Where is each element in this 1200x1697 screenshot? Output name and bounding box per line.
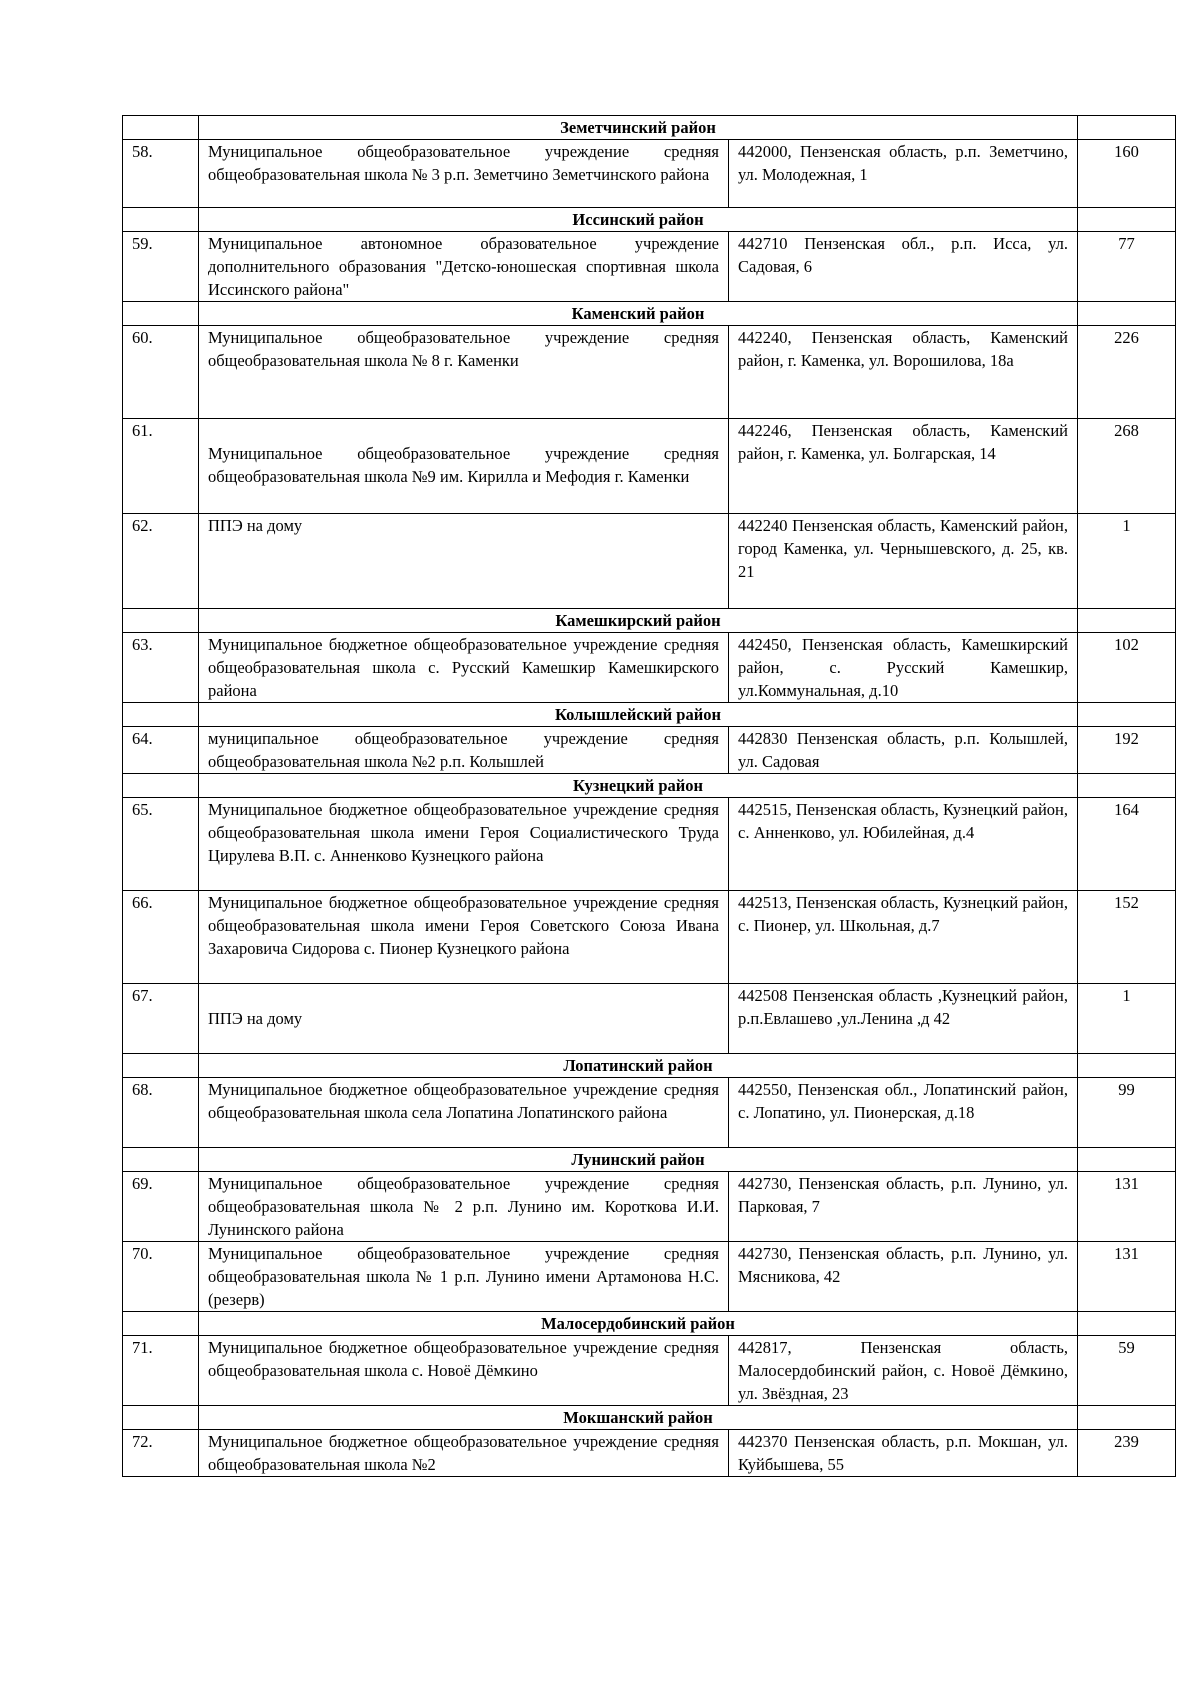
address: 442830 Пензенская область, р.п. Колышлей, ул. Садовая	[729, 727, 1078, 774]
address: 442513, Пензенская область, Кузнецкий район, с. Пионер, ул. Школьная, д.7	[729, 891, 1078, 984]
region-header-row	[123, 302, 1176, 326]
region-name: Иссинский район	[199, 208, 1078, 232]
address: 442730, Пензенская область, р.п. Лунино, ул. Парковая, 7	[729, 1172, 1078, 1242]
row-number: 69.	[123, 1172, 199, 1242]
count: 99	[1078, 1078, 1176, 1148]
count: 164	[1078, 798, 1176, 891]
table-row	[123, 1078, 1176, 1148]
address: 442240 Пензенская область, Каменский район, город Каменка, ул. Чернышевского, д. 25, кв. 21	[729, 514, 1078, 609]
count: 1	[1078, 984, 1176, 1054]
table-row	[123, 727, 1176, 774]
table-row	[123, 419, 1176, 514]
count: 102	[1078, 633, 1176, 703]
count: 268	[1078, 419, 1176, 514]
address: 442550, Пензенская обл., Лопатинский район, с. Лопатино, ул. Пионерская, д.18	[729, 1078, 1078, 1148]
institution-name: Муниципальное бюджетное общеобразовательное учреждение средняя общеобразовательная школа с. Новоё Дёмкино	[199, 1336, 729, 1406]
table-row	[123, 232, 1176, 302]
institution-name: ППЭ на дому	[199, 984, 729, 1054]
table-row	[123, 984, 1176, 1054]
address: 442450, Пензенская область, Камешкирский район, с. Русский Камешкир, ул.Коммунальная, д.10	[729, 633, 1078, 703]
row-number: 58.	[123, 140, 199, 208]
count: 152	[1078, 891, 1176, 984]
row-number: 72.	[123, 1430, 199, 1477]
table-row	[123, 1172, 1176, 1242]
row-number: 71.	[123, 1336, 199, 1406]
row-number: 61.	[123, 419, 199, 514]
count: 160	[1078, 140, 1176, 208]
region-name: Малосердобинский район	[199, 1312, 1078, 1336]
institution-name: Муниципальное бюджетное общеобразовательное учреждение средняя общеобразовательная школа имени Героя Советского Союза Ивана Захаровича Сидорова с. Пионер Кузнецкого района	[199, 891, 729, 984]
institution-name: Муниципальное бюджетное общеобразовательное учреждение средняя общеобразовательная школа села Лопатина Лопатинского района	[199, 1078, 729, 1148]
address: 442370 Пензенская область, р.п. Мокшан, ул. Куйбышева, 55	[729, 1430, 1078, 1477]
address: 442730, Пензенская область, р.п. Лунино, ул. Мясникова, 42	[729, 1242, 1078, 1312]
table-row	[123, 1242, 1176, 1312]
address: 442508 Пензенская область ,Кузнецкий район, р.п.Евлашево ,ул.Ленина ,д 42	[729, 984, 1078, 1054]
region-header-row	[123, 703, 1176, 727]
row-number: 68.	[123, 1078, 199, 1148]
row-number: 59.	[123, 232, 199, 302]
institution-name: Муниципальное бюджетное общеобразовательное учреждение средняя общеобразовательная школа №2	[199, 1430, 729, 1477]
count: 192	[1078, 727, 1176, 774]
count: 239	[1078, 1430, 1176, 1477]
count: 131	[1078, 1172, 1176, 1242]
table-row	[123, 891, 1176, 984]
table-row	[123, 798, 1176, 891]
region-header-row	[123, 1312, 1176, 1336]
address: 442817, Пензенская область, Малосердобинский район, с. Новоё Дёмкино, ул. Звёздная, 23	[729, 1336, 1078, 1406]
count: 226	[1078, 326, 1176, 419]
region-name: Лопатинский район	[199, 1054, 1078, 1078]
institution-name: Муниципальное общеобразовательное учреждение средняя общеобразовательная школа № 3 р.п. Земетчино Земетчинского района	[199, 140, 729, 208]
count: 59	[1078, 1336, 1176, 1406]
address: 442515, Пензенская область, Кузнецкий район, с. Анненково, ул. Юбилейная, д.4	[729, 798, 1078, 891]
region-header-row	[123, 208, 1176, 232]
table-row	[123, 326, 1176, 419]
region-name: Колышлейский район	[199, 703, 1078, 727]
region-name: Лунинский район	[199, 1148, 1078, 1172]
address: 442000, Пензенская область, р.п. Земетчино, ул. Молодежная, 1	[729, 140, 1078, 208]
region-name: Камешкирский район	[199, 609, 1078, 633]
table-row	[123, 633, 1176, 703]
ppe-table	[122, 115, 1176, 1477]
institution-name: Муниципальное общеобразовательное учреждение средняя общеобразовательная школа № 8 г. Каменки	[199, 326, 729, 419]
address: 442246, Пензенская область, Каменский район, г. Каменка, ул. Болгарская, 14	[729, 419, 1078, 514]
row-number: 63.	[123, 633, 199, 703]
institution-name: Муниципальное общеобразовательное учреждение средняя общеобразовательная школа № 2 р.п. Лунино им. Короткова И.И. Лунинского района	[199, 1172, 729, 1242]
table-row	[123, 1430, 1176, 1477]
region-header-row	[123, 774, 1176, 798]
institution-name: Муниципальное общеобразовательное учреждение средняя общеобразовательная школа №9 им. Кирилла и Мефодия г. Каменки	[199, 419, 729, 514]
count: 1	[1078, 514, 1176, 609]
institution-name: Муниципальное бюджетное общеобразовательное учреждение средняя общеобразовательная школа имени Героя Социалистического Труда Цирулева В.П. с. Анненково Кузнецкого района	[199, 798, 729, 891]
region-header-row	[123, 116, 1176, 140]
region-header-row	[123, 1406, 1176, 1430]
table-row	[123, 1336, 1176, 1406]
region-header-row	[123, 609, 1176, 633]
row-number: 66.	[123, 891, 199, 984]
institution-name: муниципальное общеобразовательное учреждение средняя общеобразовательная школа №2 р.п. Колышлей	[199, 727, 729, 774]
row-number: 67.	[123, 984, 199, 1054]
row-number: 70.	[123, 1242, 199, 1312]
row-number: 62.	[123, 514, 199, 609]
row-number: 64.	[123, 727, 199, 774]
count: 131	[1078, 1242, 1176, 1312]
region-header-row	[123, 1054, 1176, 1078]
region-name: Кузнецкий район	[199, 774, 1078, 798]
institution-name: Муниципальное бюджетное общеобразовательное учреждение средняя общеобразовательная школа с. Русский Камешкир Камешкирского района	[199, 633, 729, 703]
region-name: Мокшанский район	[199, 1406, 1078, 1430]
address: 442240, Пензенская область, Каменский район, г. Каменка, ул. Ворошилова, 18а	[729, 326, 1078, 419]
institution-name: Муниципальное общеобразовательное учреждение средняя общеобразовательная школа № 1 р.п. Лунино имени Артамонова Н.С. (резерв)	[199, 1242, 729, 1312]
address: 442710 Пензенская обл., р.п. Исса, ул. Садовая, 6	[729, 232, 1078, 302]
table-row	[123, 140, 1176, 208]
table-row	[123, 514, 1176, 609]
count: 77	[1078, 232, 1176, 302]
row-number: 60.	[123, 326, 199, 419]
institution-name: Муниципальное автономное образовательное учреждение дополнительного образования "Детско-юношеская спортивная школа Иссинского района"	[199, 232, 729, 302]
row-number: 65.	[123, 798, 199, 891]
institution-name: ППЭ на дому	[199, 514, 729, 609]
region-header-row	[123, 1148, 1176, 1172]
region-name: Земетчинский район	[199, 116, 1078, 140]
region-name: Каменский район	[199, 302, 1078, 326]
